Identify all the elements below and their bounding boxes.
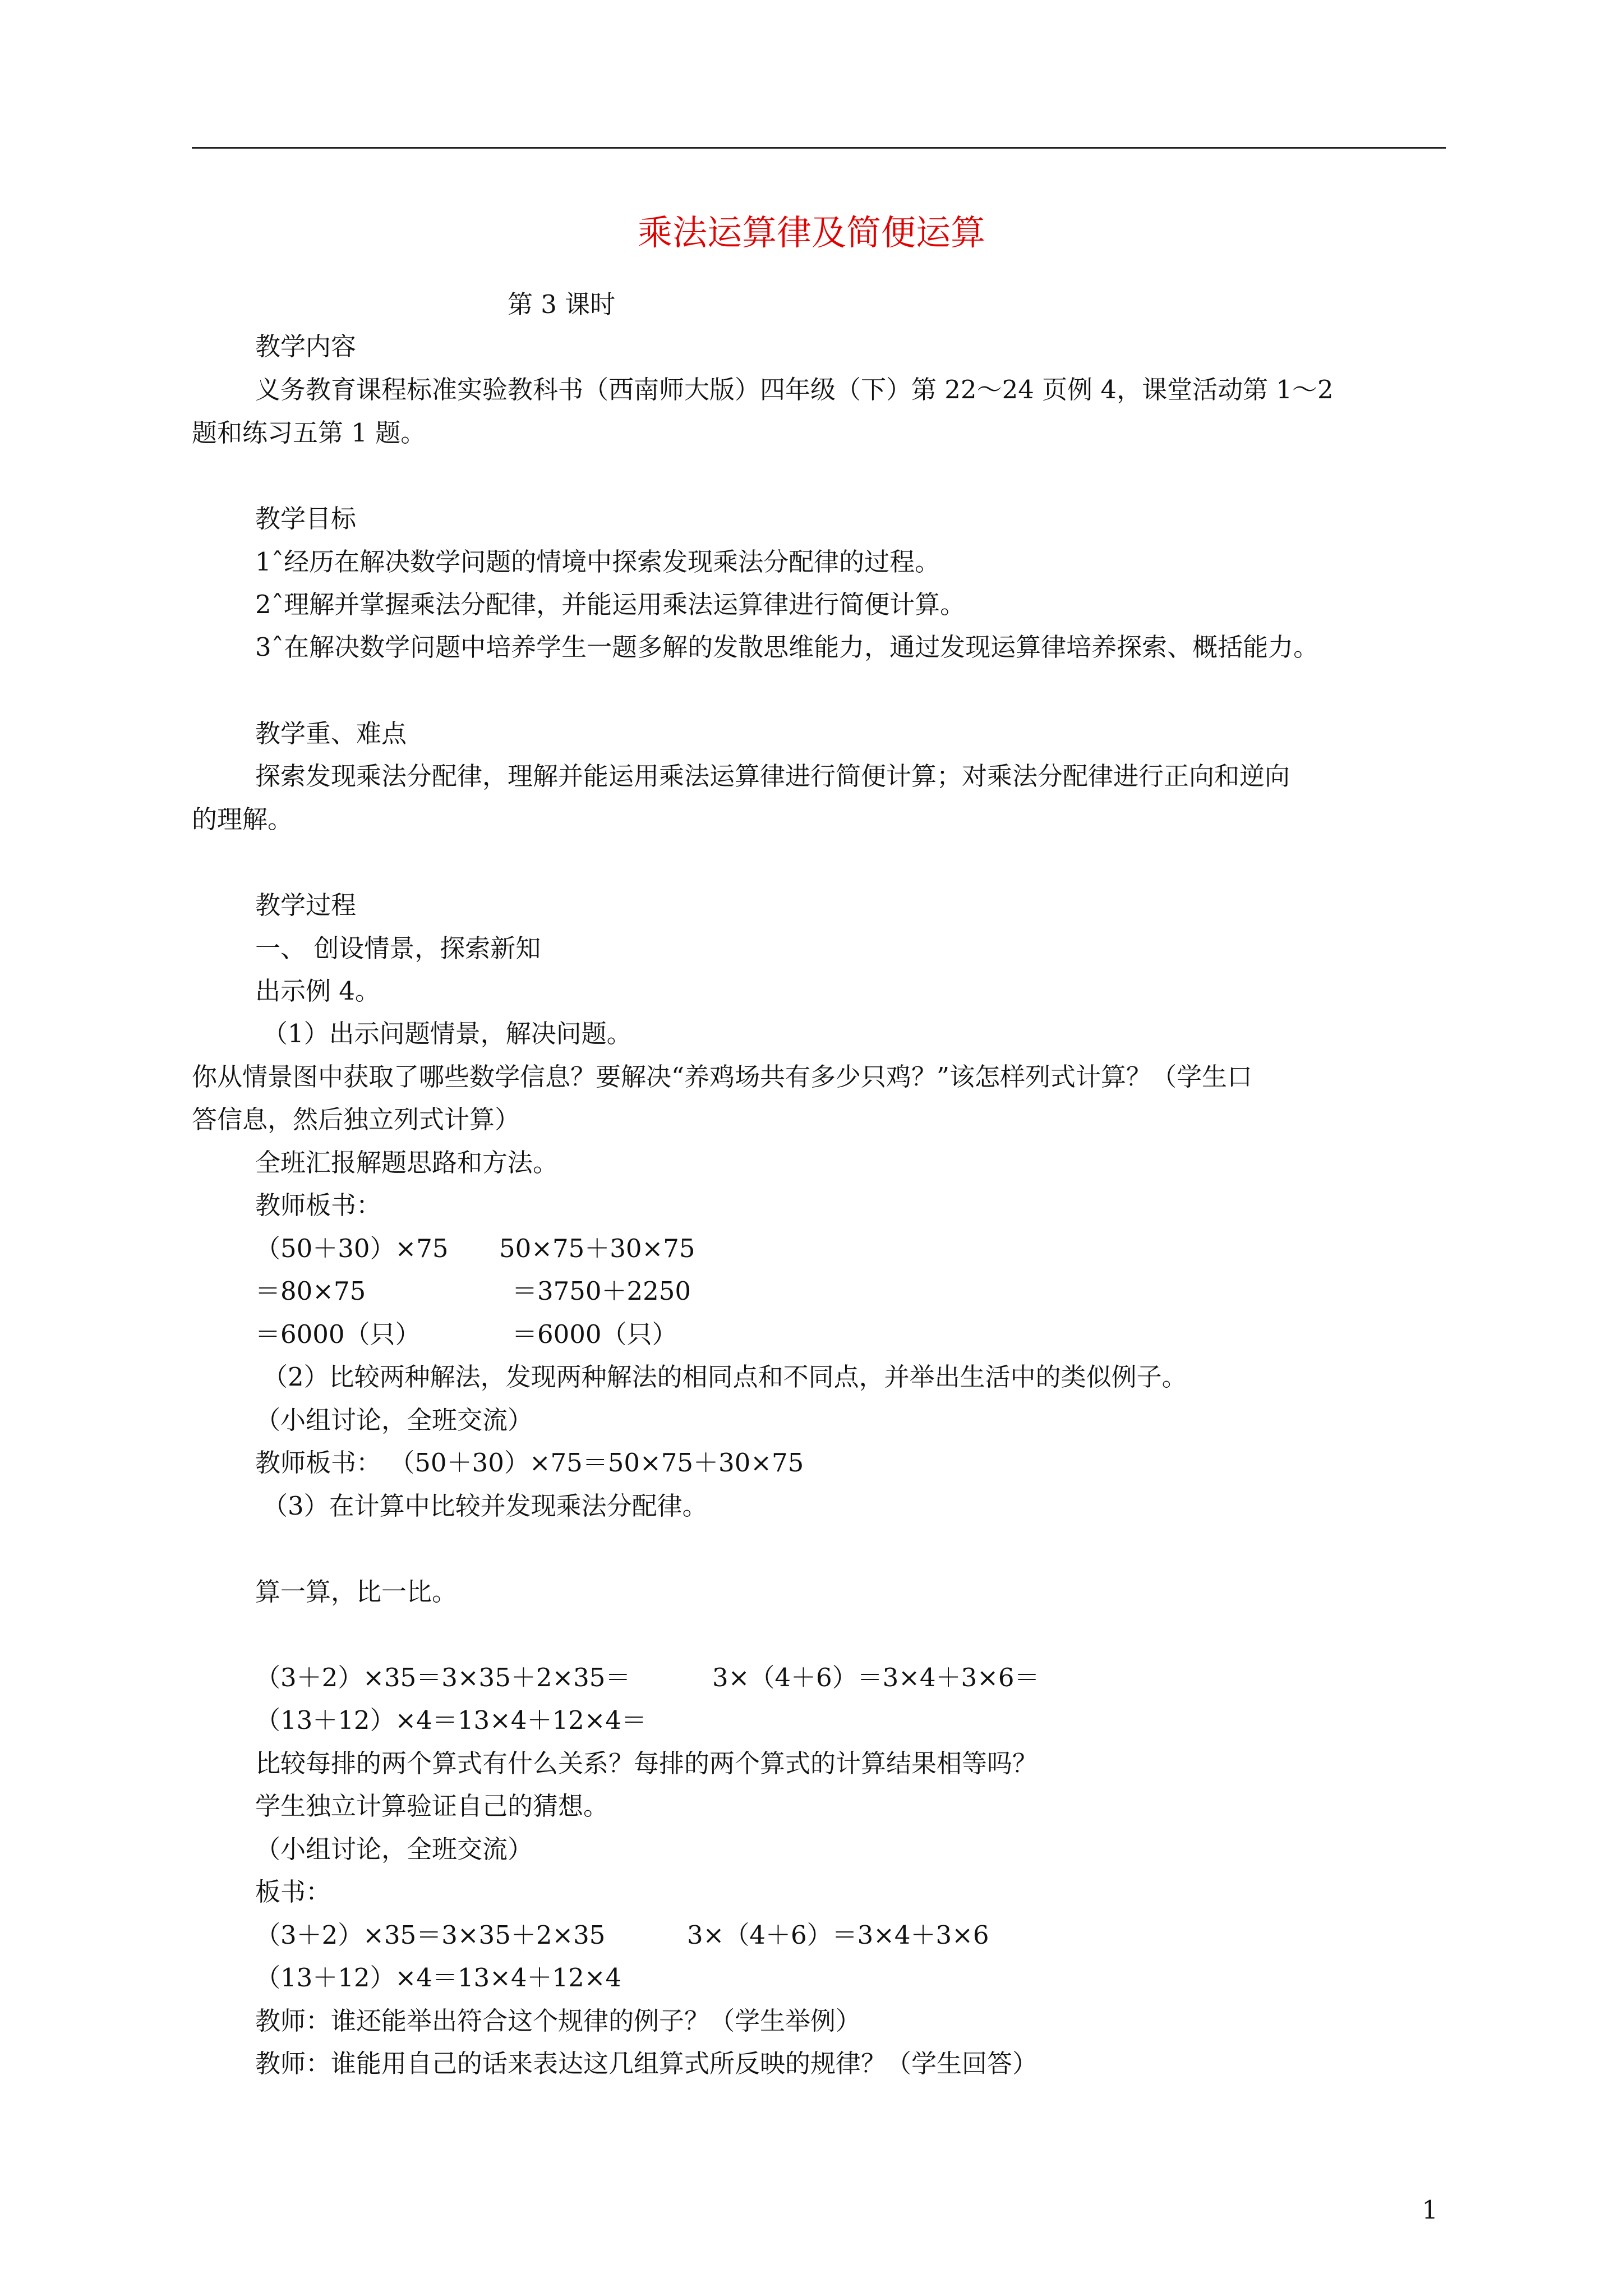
board-label-3: 板书： xyxy=(255,1877,331,1907)
equation-3a: （3＋2）×35＝3×35＋2×35 xyxy=(255,1920,606,1950)
goal-item-2: 2ˆ理解并掌握乘法分配律，并能运用乘法运算律进行简便计算。 xyxy=(255,590,966,619)
process-heading: 教学过程 xyxy=(255,890,357,920)
calc-left-2: ＝80×75 xyxy=(255,1276,366,1306)
header-rule xyxy=(192,147,1446,149)
show-example: 出示例 4。 xyxy=(255,976,380,1006)
content-heading: 教学内容 xyxy=(255,332,357,361)
teacher-prompt-2: 教师：谁能用自己的话来表达这几组算式所反映的规律？（学生回答） xyxy=(255,2049,1038,2078)
goals-heading: 教学目标 xyxy=(255,504,357,533)
compute-heading: 算一算，比一比。 xyxy=(255,1577,458,1607)
discussion-1: （小组讨论，全班交流） xyxy=(255,1405,533,1435)
discussion-2: （小组讨论，全班交流） xyxy=(255,1834,533,1864)
step-1: （1）出示问题情景，解决问题。 xyxy=(262,1019,632,1048)
step-2: （2）比较两种解法，发现两种解法的相同点和不同点，并举出生活中的类似例子。 xyxy=(262,1362,1187,1392)
equation-row-1 xyxy=(255,1661,1040,1695)
equation-2: （13＋12）×4＝13×4＋12×4＝ xyxy=(255,1705,647,1735)
document-title: 乘法运算律及简便运算 xyxy=(637,212,985,253)
question-line-1: 你从情景图中获取了哪些数学信息？要解决“养鸡场共有多少只鸡？”该怎样列式计算？（学生口 xyxy=(192,1062,1253,1092)
calc-row-2 xyxy=(255,1274,691,1308)
calc-row-1 xyxy=(255,1232,695,1266)
calc-right-1: 50×75＋30×75 xyxy=(499,1234,695,1263)
verify-line: 学生独立计算验证自己的猜想。 xyxy=(255,1791,609,1821)
key-points-heading: 教学重、难点 xyxy=(255,719,407,748)
content-text-line-1: 义务教育课程标准实验教科书（西南师大版）四年级（下）第 22～24 页例 4，课堂活动第 1～2 xyxy=(255,375,1334,404)
question-line-2: 答信息，然后独立列式计算） xyxy=(192,1105,520,1134)
report-line: 全班汇报解题思路和方法。 xyxy=(255,1148,559,1177)
compare-question: 比较每排的两个算式有什么关系？每排的两个算式的计算结果相等吗？ xyxy=(255,1749,1038,1778)
teacher-prompt-1: 教师：谁还能举出符合这个规律的例子？（学生举例） xyxy=(255,2006,861,2036)
equation-3b: 3×（4＋6）＝3×4＋3×6 xyxy=(687,1920,989,1950)
lesson-label: 第 3 课时 xyxy=(508,289,616,319)
step-3: （3）在计算中比较并发现乘法分配律。 xyxy=(262,1491,708,1521)
content-text-line-2: 题和练习五第 1 题。 xyxy=(192,418,426,448)
key-points-line-2: 的理解。 xyxy=(192,804,293,834)
goal-item-1: 1ˆ经历在解决数学问题的情境中探索发现乘法分配律的过程。 xyxy=(255,547,940,577)
page-number: 1 xyxy=(1422,2195,1438,2225)
calc-row-3 xyxy=(255,1318,677,1351)
equation-1b: 3×（4＋6）＝3×4＋3×6＝ xyxy=(712,1663,1040,1692)
calc-left-1: （50＋30）×75 xyxy=(255,1234,449,1263)
equation-1a: （3＋2）×35＝3×35＋2×35＝ xyxy=(255,1663,631,1692)
equation-row-3 xyxy=(255,1918,989,1952)
board-label-1: 教师板书： xyxy=(255,1190,382,1220)
board-line-2: 教师板书： （50＋30）×75＝50×75＋30×75 xyxy=(255,1448,804,1478)
calc-right-2: ＝3750＋2250 xyxy=(512,1276,691,1306)
calc-left-3: ＝6000（只） xyxy=(255,1319,421,1349)
key-points-line-1: 探索发现乘法分配律，理解并能运用乘法运算律进行简便计算；对乘法分配律进行正向和逆向 xyxy=(255,761,1290,791)
calc-right-3: ＝6000（只） xyxy=(512,1319,677,1349)
equation-4: （13＋12）×4＝13×4＋12×4 xyxy=(255,1963,622,1993)
section-one-heading: 一、 创设情景，探索新知 xyxy=(255,933,541,963)
goal-item-3: 3ˆ在解决数学问题中培养学生一题多解的发散思维能力，通过发现运算律培养探索、概括能力。 xyxy=(255,632,1319,662)
